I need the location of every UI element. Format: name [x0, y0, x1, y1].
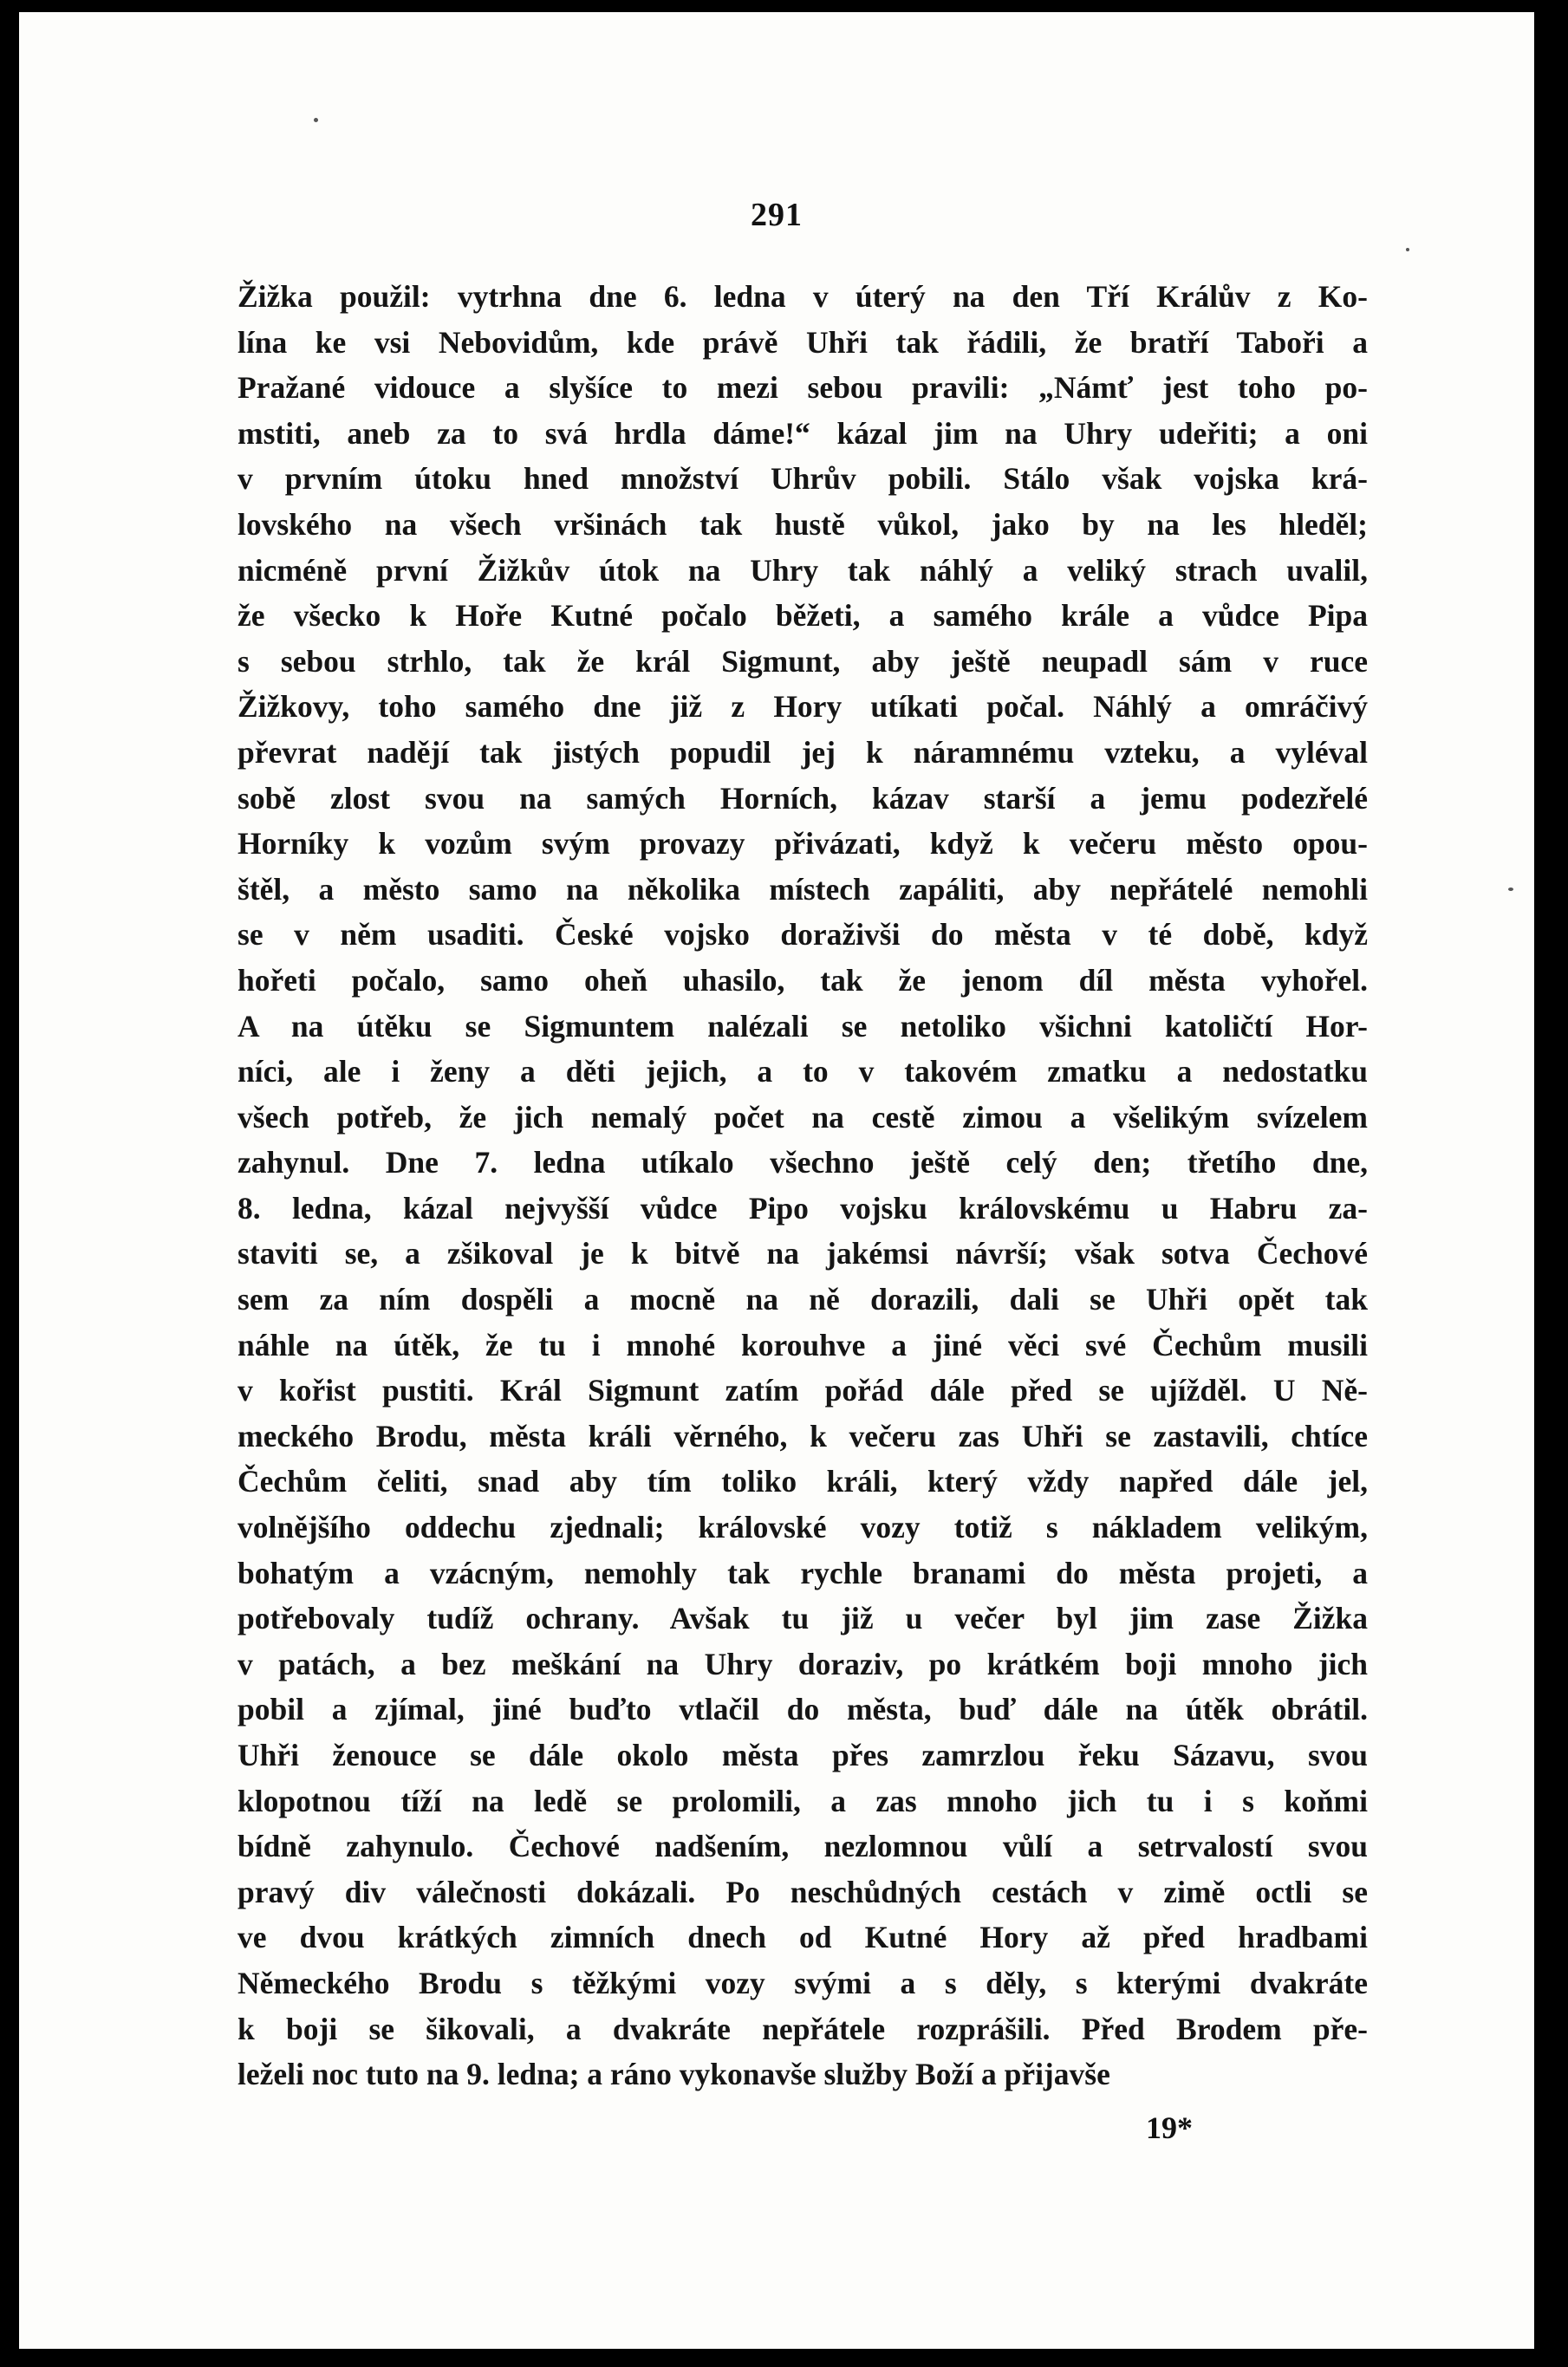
- text-line: převrat nadějí tak jistých popudil jej k náramnému vzteku, a vyléval: [237, 734, 1368, 770]
- text-line: štěl, a město samo na několika místech zapáliti, aby nepřátelé nemohli: [237, 871, 1368, 907]
- text-line: volnějšího oddechu zjednali; královské vozy totiž s nákladem velikým,: [237, 1510, 1368, 1545]
- text-line: leželi noc tuto na 9. ledna; a ráno vykonavše služby Boží a přijavše: [237, 2057, 1110, 2092]
- text-line: Horníky k vozům svým provazy přivázati, když k večeru město opou-: [237, 826, 1368, 862]
- book-page: [19, 12, 1534, 2349]
- text-line: Pražané vidouce a slyšíce to mezi sebou pravili: „Námť jest toho po-: [237, 370, 1368, 406]
- text-line: se v něm usaditi. České vojsko doraživši do města v té době, když: [237, 917, 1368, 953]
- text-line: sobě zlost svou na samých Horních, kázav starší a jemu podezřelé: [237, 780, 1368, 816]
- text-line: s sebou strhlo, tak že král Sigmunt, aby ještě neupadl sám v ruce: [237, 643, 1368, 679]
- text-line: všech potřeb, že jich nemalý počet na cestě zimou a všelikým svízelem: [237, 1099, 1368, 1135]
- text-line: 8. ledna, kázal nejvyšší vůdce Pipo vojsku královskému u Habru za-: [237, 1190, 1368, 1226]
- body-text: [237, 274, 1368, 2097]
- text-line: v prvním útoku hned množství Uhrův pobili. Stálo však vojska krá-: [237, 461, 1368, 497]
- text-line: náhle na útěk, že tu i mnohé korouhve a jiné věci své Čechům musili: [237, 1327, 1368, 1362]
- paper-speck: [1406, 248, 1409, 251]
- text-line: A na útěku se Sigmuntem nalézali se netoliko všichni katoličtí Hor-: [237, 1008, 1368, 1044]
- text-line: hořeti počalo, samo oheň uhasilo, tak že jenom díl města vyhořel.: [237, 962, 1368, 998]
- text-line: níci, ale i ženy a děti jejich, a to v takovém zmatku a nedostatku: [237, 1054, 1368, 1089]
- page-number: 291: [751, 197, 803, 233]
- text-line: zahynul. Dne 7. ledna utíkalo všechno ještě celý den; třetího dne,: [237, 1145, 1368, 1180]
- text-line: lína ke vsi Nebovidům, kde právě Uhři tak řádili, že bratří Taboři a: [237, 324, 1368, 360]
- text-line: Uhři ženouce se dále okolo města přes zamrzlou řeku Sázavu, svou: [237, 1738, 1368, 1772]
- text-line: pobil a zjímal, jiné buďto vtlačil do města, buď dále na útěk obrátil.: [237, 1692, 1368, 1727]
- text-line: sem za ním dospěli a mocně na ně dorazili, dali se Uhři opět tak: [237, 1282, 1368, 1317]
- text-line: bohatým a vzácným, nemohly tak rychle branami do města projeti, a: [237, 1555, 1368, 1590]
- text-line: meckého Brodu, města králi věrného, k večeru zas Uhři se zastavili, chtíce: [237, 1418, 1368, 1453]
- printer-signature-mark: 19*: [1146, 2110, 1193, 2145]
- text-line: Žižka použil: vytrhna dne 6. ledna v úterý na den Tří Králův z Ko-: [237, 279, 1368, 314]
- paper-speck: [1508, 888, 1513, 891]
- text-line: potřebovaly tudíž ochrany. Avšak tu již u večer byl jim zase Žižka: [237, 1601, 1368, 1636]
- text-line: Čechům čeliti, snad aby tím toliko králi, který vždy napřed dále jel,: [237, 1464, 1368, 1499]
- text-line: Německého Brodu s těžkými vozy svými a s děly, s kterými dvakráte: [237, 1965, 1368, 2000]
- text-line: nicméně první Žižkův útok na Uhry tak náhlý a veliký strach uvalil,: [237, 552, 1368, 588]
- text-line: ve dvou krátkých zimních dnech od Kutné Hory až před hradbami: [237, 1920, 1368, 1955]
- text-line: klopotnou tíží na ledě se prolomili, a zas mnoho jich tu i s koňmi: [237, 1783, 1368, 1818]
- text-line: mstiti, aneb za to svá hrdla dáme!“ kázal jim na Uhry udeřiti; a oni: [237, 415, 1368, 451]
- text-line: Žižkovy, toho samého dne již z Hory utíkati počal. Náhlý a omráčivý: [237, 689, 1368, 725]
- text-line: bídně zahynulo. Čechové nadšením, nezlomnou vůlí a setrvalostí svou: [237, 1829, 1368, 1864]
- text-line: k boji se šikovali, a dvakráte nepřátele rozprášili. Před Brodem pře-: [237, 2011, 1368, 2046]
- text-line: lovského na všech vršinách tak hustě vůkol, jako by na les hleděl;: [237, 506, 1368, 542]
- paper-speck: [314, 118, 318, 122]
- text-line: pravý div válečnosti dokázali. Po neschůdných cestách v zimě octli se: [237, 1874, 1368, 1909]
- text-line: že všecko k Hoře Kutné počalo běžeti, a samého krále a vůdce Pipa: [237, 598, 1368, 634]
- text-line: v patách, a bez meškání na Uhry doraziv, po krátkém boji mnoho jich: [237, 1646, 1368, 1681]
- text-line: staviti se, a zšikoval je k bitvě na jakémsi návrší; však sotva Čechové: [237, 1236, 1368, 1271]
- text-line: v kořist pustiti. Král Sigmunt zatím pořád dále před se ujížděl. U Ně-: [237, 1373, 1368, 1408]
